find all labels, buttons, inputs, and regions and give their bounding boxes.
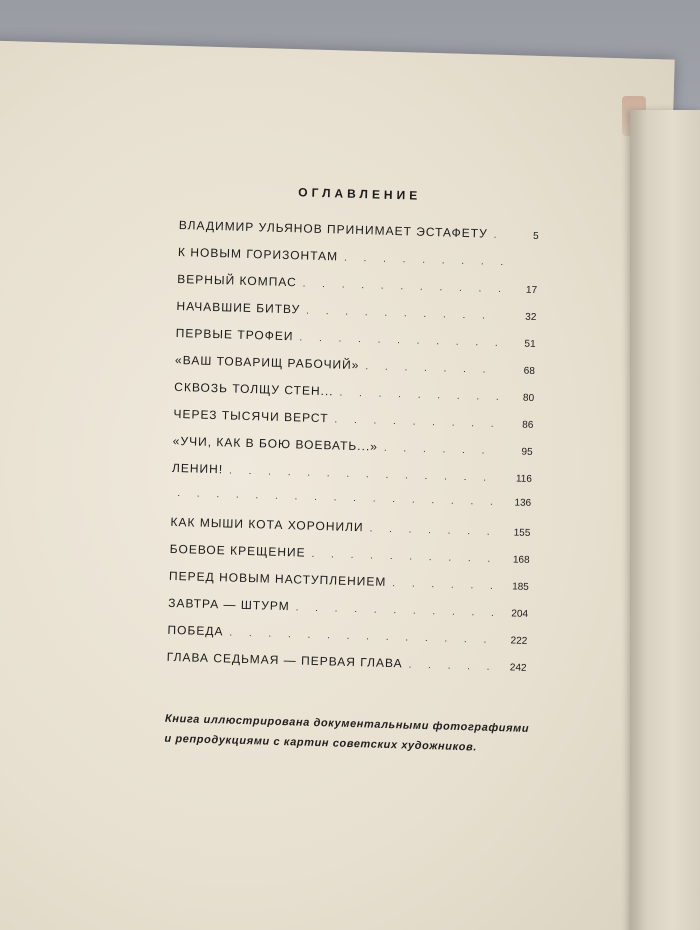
toc-entry-title: ЗАВТРА — ШТУРМ [168,595,290,614]
toc-entry-page: 51 [524,338,536,350]
toc-entry-title: ПЕРВЫЕ ТРОФЕИ [175,325,294,344]
toc-entry-page: 5 [532,230,539,243]
toc-entry-page: 32 [525,311,537,324]
toc-entry-title: ВЕРНЫЙ КОМПАС [177,271,297,290]
toc-entry-page: 68 [523,365,536,377]
toc-entry-title: БОЕВОЕ КРЕЩЕНИЕ [169,541,306,560]
toc-entry-page [510,265,538,266]
toc-leader-dots [306,306,502,322]
toc-entry-page: 80 [522,392,535,404]
toc-entry-page: 95 [521,446,533,458]
toc-leader-dots [299,332,501,349]
toc-leader-dots [303,278,504,295]
toc-entry-title: КАК МЫШИ КОТА ХОРОНИЛИ [170,514,364,535]
toc-entry-title: НАЧАВШИЕ БИТВУ [176,298,301,317]
toc-title: ОГЛАВЛЕНИЕ [298,185,422,203]
toc-entry-page: 168 [512,554,530,566]
illustration-note-line-1: Книга иллюстрирована документальными фотографиями [164,712,530,735]
facing-page [630,110,700,930]
toc-leader-dots [369,523,496,538]
toc-leader-dots [384,443,499,457]
toc-entry-page: 136 [514,497,532,509]
toc-leader-dots [334,414,499,430]
toc-entry-page: 17 [525,284,538,297]
toc-list [166,218,539,687]
toc-entry-page: 86 [522,419,534,431]
toc-entry-title: ГЛАВА СЕДЬМАЯ — ПЕРВАЯ ГЛАВА [166,649,403,671]
toc-entry-title: ЛЕНИН! [171,460,224,477]
toc-entry-title: «ВАШ ТОВАРИЩ РАБОЧИЙ» [174,352,360,373]
toc-leader-dots [229,465,498,484]
toc-entry-title: ПОБЕДА [167,622,224,639]
toc-entry-title: К НОВЫМ ГОРИЗОНТАМ [177,244,339,264]
toc-entry-page: 185 [511,581,529,593]
toc-entry-page: 204 [511,608,529,620]
toc-entry-title: «УЧИ, КАК В БОЮ ВОЕВАТЬ...» [172,433,379,454]
table-of-contents [164,182,540,759]
toc-leader-dots [365,361,501,376]
toc-entry-title: СКВОЗЬ ТОЛЩУ СТЕН... [174,379,334,399]
toc-leader-dots [494,230,505,241]
illustration-note-line-2: и репродукциями с картин советских художников. [164,732,478,754]
toc-entry-page: 155 [513,527,531,539]
toc-leader-dots [392,578,495,592]
toc-leader-dots [229,628,493,646]
toc-entry-page: 242 [509,662,527,674]
toc-entry-page: 116 [515,473,532,485]
toc-leader-dots [408,660,492,673]
toc-leader-dots [344,253,504,268]
toc-leader-dots [295,602,494,619]
toc-leader-dots [311,549,495,565]
toc-entry-title: ПЕРЕД НОВЫМ НАСТУПЛЕНИЕМ [168,568,387,589]
toc-entry-title: ЧЕРЕЗ ТЫСЯЧИ ВЕРСТ [173,406,329,426]
toc-leader-dots [339,388,500,403]
toc-entry-page: 222 [510,635,528,647]
toc-entry-title: ВЛАДИМИР УЛЬЯНОВ ПРИНИМАЕТ ЭСТАФЕТУ [178,217,488,241]
